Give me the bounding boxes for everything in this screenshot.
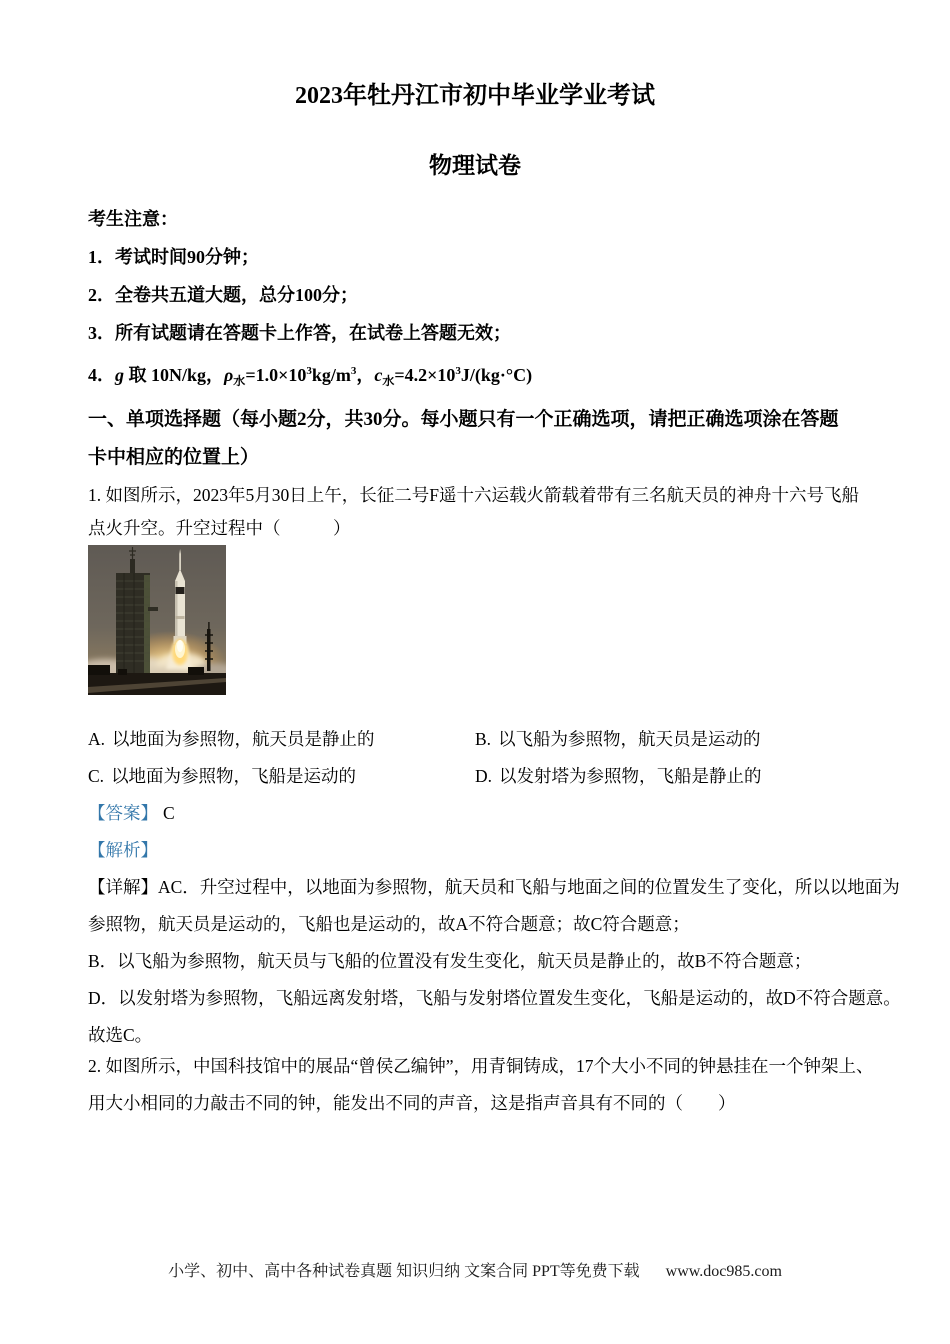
detail-label: 【详解】 [88,877,158,897]
answer-value: C [163,803,175,823]
option-d-label: D. [475,766,493,786]
option-d [475,758,862,795]
notice-item-2: 2．全卷共五道大题，总分100分； [88,285,358,305]
question-1-body [88,721,901,1122]
symbol-g: g [115,365,124,385]
option-c-text: 以地面为参照物，飞船是运动的 [111,766,357,786]
rocket-launch-photo [88,545,226,695]
option-d-text: 以发射塔为参照物，飞船是静止的 [499,766,762,786]
option-c [88,758,475,795]
analysis-label: 【解析】 [88,840,158,860]
question-2-text [88,1048,874,1122]
notice-item-4-constants: 4．g 取 10N/kg，$\rho_水=1.0\times 10^3kg/m^3$，$c_水=4.2\times 10^3J/(kg\cdot^\circ C)$ [88,365,533,388]
detail-line: B．以飞船为参照物，航天员与飞船的位置没有发生变化，航天员是静止的，故B不符合题意； [88,951,812,971]
question-2-line: 2. 如图所示，中国科技馆中的展品“曾侯乙编钟”，用青铜铸成，17个大小不同的钟悬挂在一个钟架上、 [88,1056,874,1076]
option-c-label: C. [88,766,105,786]
question-1-line: 点火升空。升空过程中（ ） [88,518,351,538]
footer-text: 小学、初中、高中各种试卷真题 知识归纳 文案合同 PPT等免费下载 [168,1263,640,1280]
option-b-text: 以飞船为参照物，航天员是运动的 [498,729,761,749]
paper-subtitle: 物理试卷 [429,153,521,178]
option-b [475,721,862,758]
superscript-3: 3 [455,365,461,377]
detail-line: 【详解】AC．升空过程中，以地面为参照物，航天员和飞船与地面之间的位置发生了变化，所以以地面为 [88,877,900,897]
analysis-line [88,832,862,869]
answer-label: 【答案】 [88,803,158,823]
question-1-line: 1. 如图所示，2023年5月30日上午，长征二号F遥十六运载火箭载着带有三名航天员的神舟十六号飞船 [88,485,859,505]
rocket-flame [172,639,188,665]
option-a-label: A. [88,729,106,749]
section-1-heading-line: 一、单项选择题（每小题2分，共30分。每小题只有一个正确选项，请把正确选项涂在答题 [88,409,839,430]
answer-line [88,795,862,832]
detail-line: D．以发射塔为参照物，飞船远离发射塔，飞船与发射塔位置发生变化，飞船是运动的，故D不符合题意。 [88,988,901,1008]
notice-item-3: 3．所有试题请在答题卡上作答，在试卷上答题无效； [88,323,511,343]
exam-title: 2023年牡丹江市初中毕业学业考试 [295,83,655,109]
notice-heading: 考生注意： [88,209,178,229]
superscript-3: 3 [306,365,312,377]
section-1-heading-line: 卡中相应的位置上） [88,447,260,468]
section-1-heading [88,401,862,477]
symbol-rho: ρ [224,365,234,385]
superscript-3: 3 [350,365,357,377]
page-footer [0,1261,950,1283]
detail-line: 故选C。 [88,1025,153,1045]
question-2-line: 用大小相同的力敲击不同的钟，能发出不同的声音，这是指声音具有不同的（ ） [88,1093,736,1113]
notice-item-1: 1．考试时间90分钟； [88,247,259,267]
option-a-text: 以地面为参照物，航天员是静止的 [112,729,375,749]
question-1-options [88,721,862,795]
subscript-water: 水 [233,374,246,388]
option-b-label: B. [475,729,492,749]
detail-line: 参照物，航天员是运动的，飞船也是运动的，故A不符合题意；故C符合题意； [88,914,690,934]
option-a [88,721,475,758]
subscript-water: 水 [382,374,395,388]
symbol-c: c [374,365,383,385]
footer-url: www.doc985.com [665,1263,782,1280]
question-1-text [88,479,862,545]
